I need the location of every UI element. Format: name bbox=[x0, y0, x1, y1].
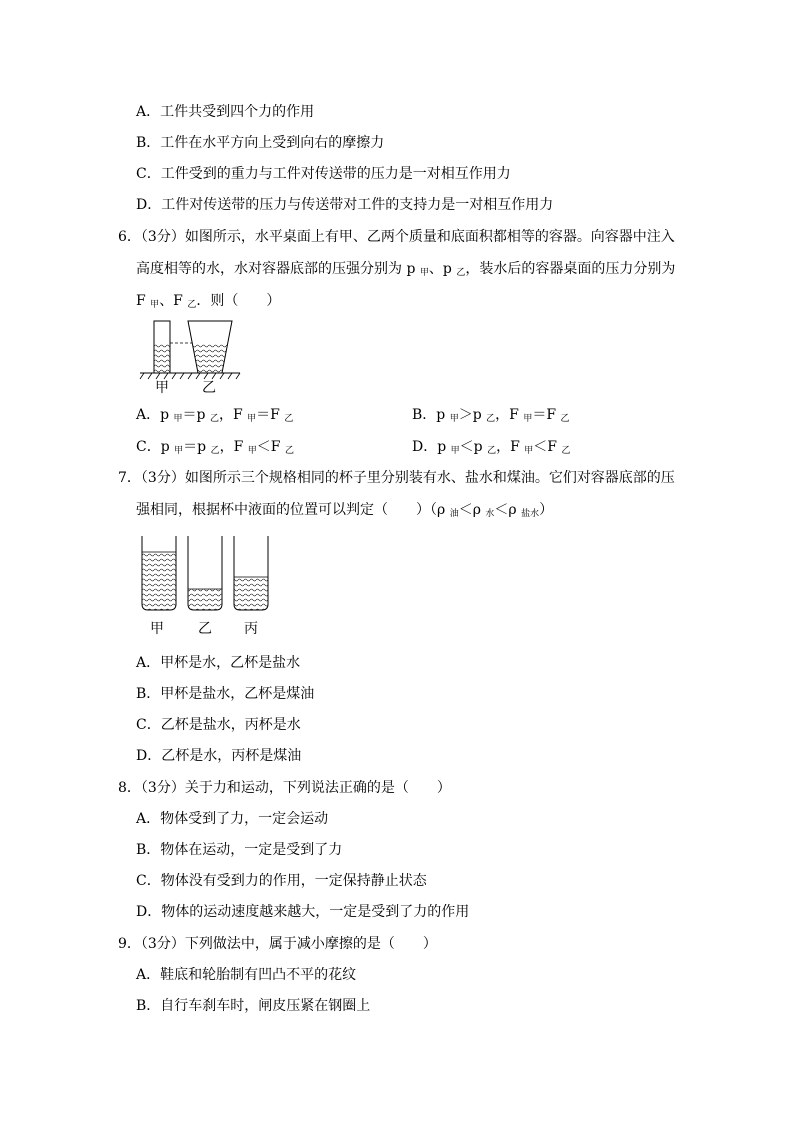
q7-label-bing: 丙 bbox=[244, 621, 258, 637]
q6-stem-line1: 6．（3分）如图所示，水平桌面上有甲、乙两个质量和底面积都相等的容器。向容器中注入 bbox=[118, 229, 675, 245]
q6-stem-line2: 高度相等的水，水对容器底部的压强分别为 p $_甲$、p $_乙$，装水后的容器桌面的压力分别为 bbox=[136, 261, 676, 278]
q7-option-d: D．乙杯是水，丙杯是煤油 bbox=[136, 748, 302, 764]
q6-figure-containers bbox=[136, 318, 246, 396]
q6-water-jia bbox=[155, 343, 170, 373]
q6-option-b: B．p $_甲$＞p $_乙$，F $_甲$＝F $_乙$ bbox=[412, 407, 570, 424]
q7-option-c: C．乙杯是盐水，丙杯是水 bbox=[136, 717, 301, 733]
q7-figure-cups bbox=[136, 532, 276, 640]
q9-option-a: A．鞋底和轮胎制有凹凸不平的花纹 bbox=[136, 967, 357, 983]
q5-option-a: A．工件共受到四个力的作用 bbox=[136, 104, 315, 120]
q7-option-a: A．甲杯是水，乙杯是盐水 bbox=[136, 655, 301, 671]
q6-stem-line3: F $_甲$、F $_乙$．则（ ） bbox=[136, 293, 281, 310]
q5-option-d: D．工件对传送带的压力与传送带对工件的支持力是一对相互作用力 bbox=[136, 197, 554, 213]
q7-liquid-bing bbox=[235, 578, 268, 610]
q6-table-hatching bbox=[140, 373, 240, 379]
q5-option-b: B．工件在水平方向上受到向右的摩擦力 bbox=[136, 135, 385, 151]
q7-option-b: B．甲杯是盐水，乙杯是煤油 bbox=[136, 686, 315, 702]
q6-option-d: D．p $_甲$＜p $_乙$，F $_甲$＜F $_乙$ bbox=[412, 439, 571, 456]
q8-option-d: D．物体的运动速度越来越大，一定是受到了力的作用 bbox=[136, 904, 470, 920]
q7-liquid-yi bbox=[189, 590, 222, 610]
q8-option-b: B．物体在运动，一定是受到了力 bbox=[136, 842, 343, 858]
q6-label-jia: 甲 bbox=[155, 380, 169, 396]
q8-option-a: A．物体受到了力，一定会运动 bbox=[136, 811, 329, 827]
q7-label-jia: 甲 bbox=[150, 621, 164, 637]
q8-stem: 8．（3分）关于力和运动，下列说法正确的是（ ） bbox=[118, 780, 451, 796]
q7-liquid-jia bbox=[143, 553, 176, 610]
q6-water-yi bbox=[192, 343, 228, 373]
q7-stem-line1: 7．（3分）如图所示三个规格相同的杯子里分别装有水、盐水和煤油。它们对容器底部的压 bbox=[118, 470, 675, 486]
q9-stem: 9．（3分）下列做法中，属于减小摩擦的是（ ） bbox=[118, 936, 437, 952]
q6-option-c: C．p $_甲$＝p $_乙$，F $_甲$＜F $_乙$ bbox=[136, 439, 294, 456]
q5-option-c: C．工件受到的重力与工件对传送带的压力是一对相互作用力 bbox=[136, 166, 511, 182]
q6-label-yi: 乙 bbox=[202, 380, 216, 396]
q6-option-a: A．p $_甲$＝p $_乙$，F $_甲$＝F $_乙$ bbox=[136, 407, 294, 424]
q7-stem-line2: 强相同，根据杯中液面的位置可以判定（ ）（ρ $_油$＜ρ $_水$＜ρ $_{盐水}$） bbox=[136, 502, 554, 519]
q9-option-b: B．自行车刹车时，闸皮压紧在钢圈上 bbox=[136, 998, 371, 1014]
q8-option-c: C．物体没有受到力的作用，一定保持静止状态 bbox=[136, 873, 427, 889]
q7-label-yi: 乙 bbox=[198, 621, 212, 637]
